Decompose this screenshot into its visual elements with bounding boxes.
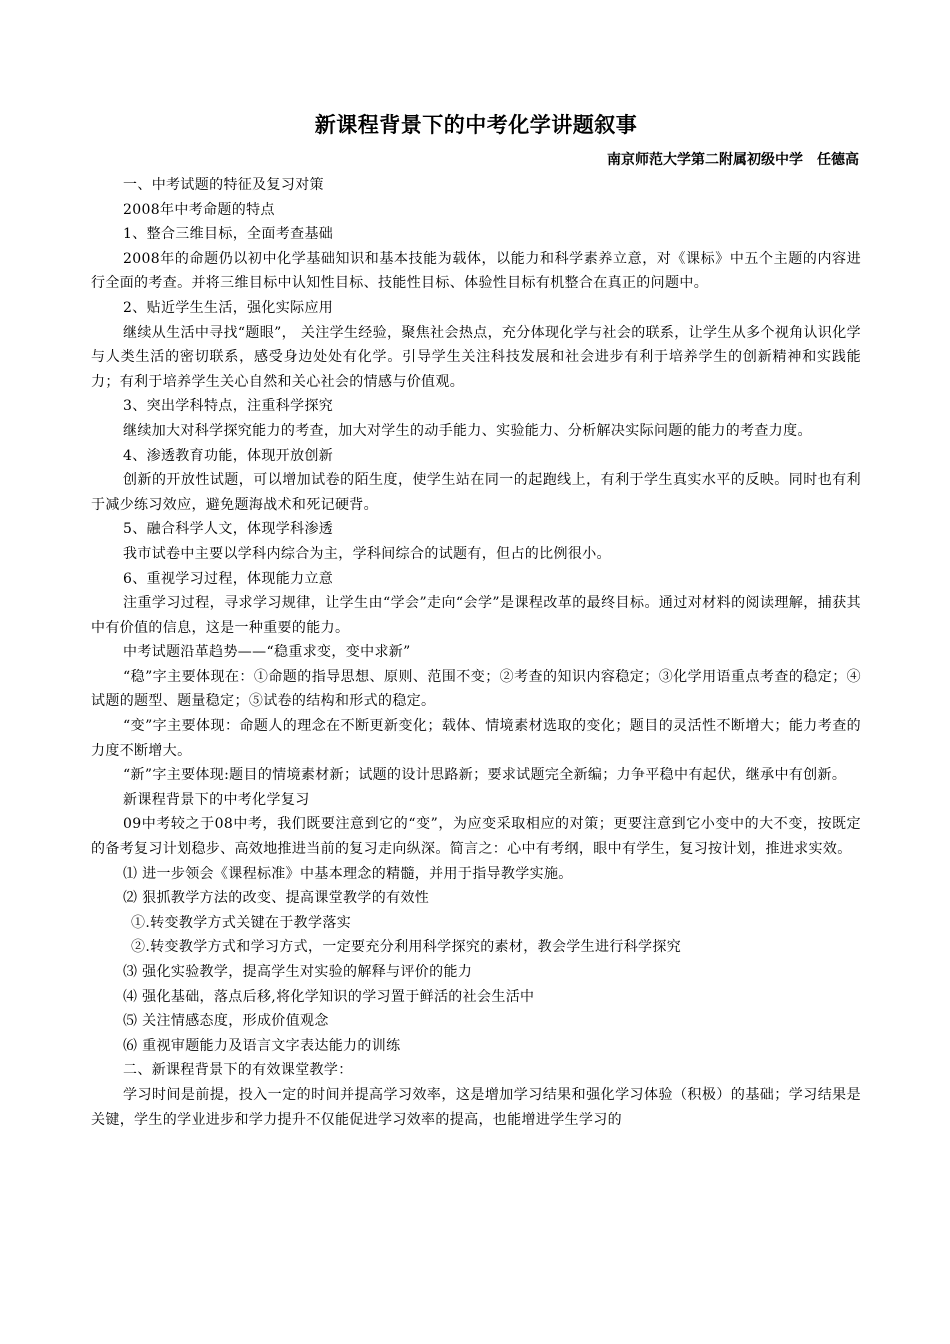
body-paragraph: 继续从生活中寻找“题眼”， 关注学生经验，聚焦社会热点，充分体现化学与社会的联系，让学生从多个视角认识化学与人类生活的密切联系，感受身边处处有化学。引导学生关注科技发展和社会进步有利于培养学生的创新精神和实践能力；有利于培养学生关心自然和关心社会的情感与价值观。	[91, 324, 861, 390]
section-heading: 二、新课程背景下的有效课堂教学：	[123, 1062, 353, 1079]
body-paragraph: 2008年的命题仍以初中化学基础知识和基本技能为载体，以能力和科学素养立意，对《课标》中五个主题的内容进行全面的考查。并将三维目标中认知性目标、技能性目标、体验性目标有机整合在真正的问题中。	[91, 250, 861, 292]
body-paragraph: “新”字主要体现:题目的情境素材新；试题的设计思路新；要求试题完全新编；力争平稳中有起伏，继承中有创新。	[123, 767, 847, 784]
sub-list-item: ①.转变教学方式关键在于教学落实	[131, 914, 352, 931]
body-paragraph: 继续加大对科学探究能力的考查，加大对学生的动手能力、实验能力、分析解决实际问题的能力的考查力度。	[123, 422, 812, 439]
subsection-heading: 新课程背景下的中考化学复习	[123, 791, 310, 808]
list-item: ⑹ 重视审题能力及语言文字表达能力的训练	[123, 1037, 401, 1054]
point-heading: 5、融合科学人文，体现学科渗透	[123, 521, 334, 538]
body-paragraph: “变”字主要体现：命题人的理念在不断更新变化；载体、情境素材选取的变化；题目的灵活性不断增大；能力考查的力度不断增大。	[91, 718, 861, 759]
body-paragraph: 我市试卷中主要以学科内综合为主，学科间综合的试题有，但占的比例很小。	[123, 545, 611, 562]
document-body	[91, 173, 861, 1132]
body-paragraph: 学习时间是前提，投入一定的时间并提高学习效率，这是增加学习结果和强化学习体验（积极）的基础；学习结果是关键，学生的学业进步和学力提升不仅能促进学习效率的提高，也能增进学生学习的	[91, 1086, 861, 1128]
body-paragraph: 注重学习过程，寻求学习规律，让学生由“学会”走向“会学”是课程改革的最终目标。通过对材料的阅读理解，捕获其中有价值的信息，这是一种重要的能力。	[91, 595, 861, 636]
point-heading: 6、重视学习过程，体现能力立意	[123, 570, 334, 587]
body-paragraph: “稳”字主要体现在：①命题的指导思想、原则、范围不变；②考查的知识内容稳定；③化学用语重点考查的稳定；④试题的题型、题量稳定；⑤试卷的结构和形式的稳定。	[91, 668, 861, 710]
point-heading: 3、突出学科特点，注重科学探究	[123, 398, 334, 415]
body-paragraph: 09中考较之于08中考，我们既要注意到它的“变”，为应变采取相应的对策；更要注意到它小变中的大不变，按既定的备考复习计划稳步、高效地推进当前的复习走向纵深。简言之：心中有考纲，眼中有学生，复习按计划，推进求实效。	[91, 816, 861, 858]
point-heading: 4、渗透教育功能，体现开放创新	[123, 447, 334, 464]
list-item: ⑴ 进一步领会《课程标准》中基本理念的精髓，并用于指导教学实施。	[123, 865, 573, 882]
subsection-heading: 2008年中考命题的特点	[123, 201, 275, 218]
list-item: ⑸ 关注情感态度，形成价值观念	[123, 1013, 329, 1030]
point-heading: 2、贴近学生生活，强化实际应用	[123, 299, 334, 316]
author-line: 南京师范大学第二附属初级中学 任德高	[607, 152, 859, 168]
list-item: ⑶ 强化实验教学，提高学生对实验的解释与评价的能力	[123, 964, 473, 980]
document-page	[91, 110, 861, 1132]
subsection-heading: 中考试题沿革趋势——“稳重求变，变中求新”	[123, 644, 411, 661]
sub-list-item: ②.转变教学方式和学习方式，一定要充分利用科学探究的素材，教会学生进行科学探究	[131, 939, 682, 956]
list-item: ⑷ 强化基础，落点后移,将化学知识的学习置于鲜活的社会生活中	[123, 988, 535, 1005]
document-title: 新课程背景下的中考化学讲题叙事	[314, 113, 638, 137]
point-heading: 1、整合三维目标，全面考查基础	[123, 226, 334, 243]
body-paragraph: 创新的开放性试题，可以增加试卷的陌生度，使学生站在同一的起跑线上，有利于学生真实水平的反映。同时也有利于减少练习效应，避免题海战术和死记硬背。	[91, 472, 861, 513]
section-heading: 一、中考试题的特征及复习对策	[123, 177, 324, 193]
list-item: ⑵ 狠抓教学方法的改变、提高课堂教学的有效性	[123, 890, 430, 907]
